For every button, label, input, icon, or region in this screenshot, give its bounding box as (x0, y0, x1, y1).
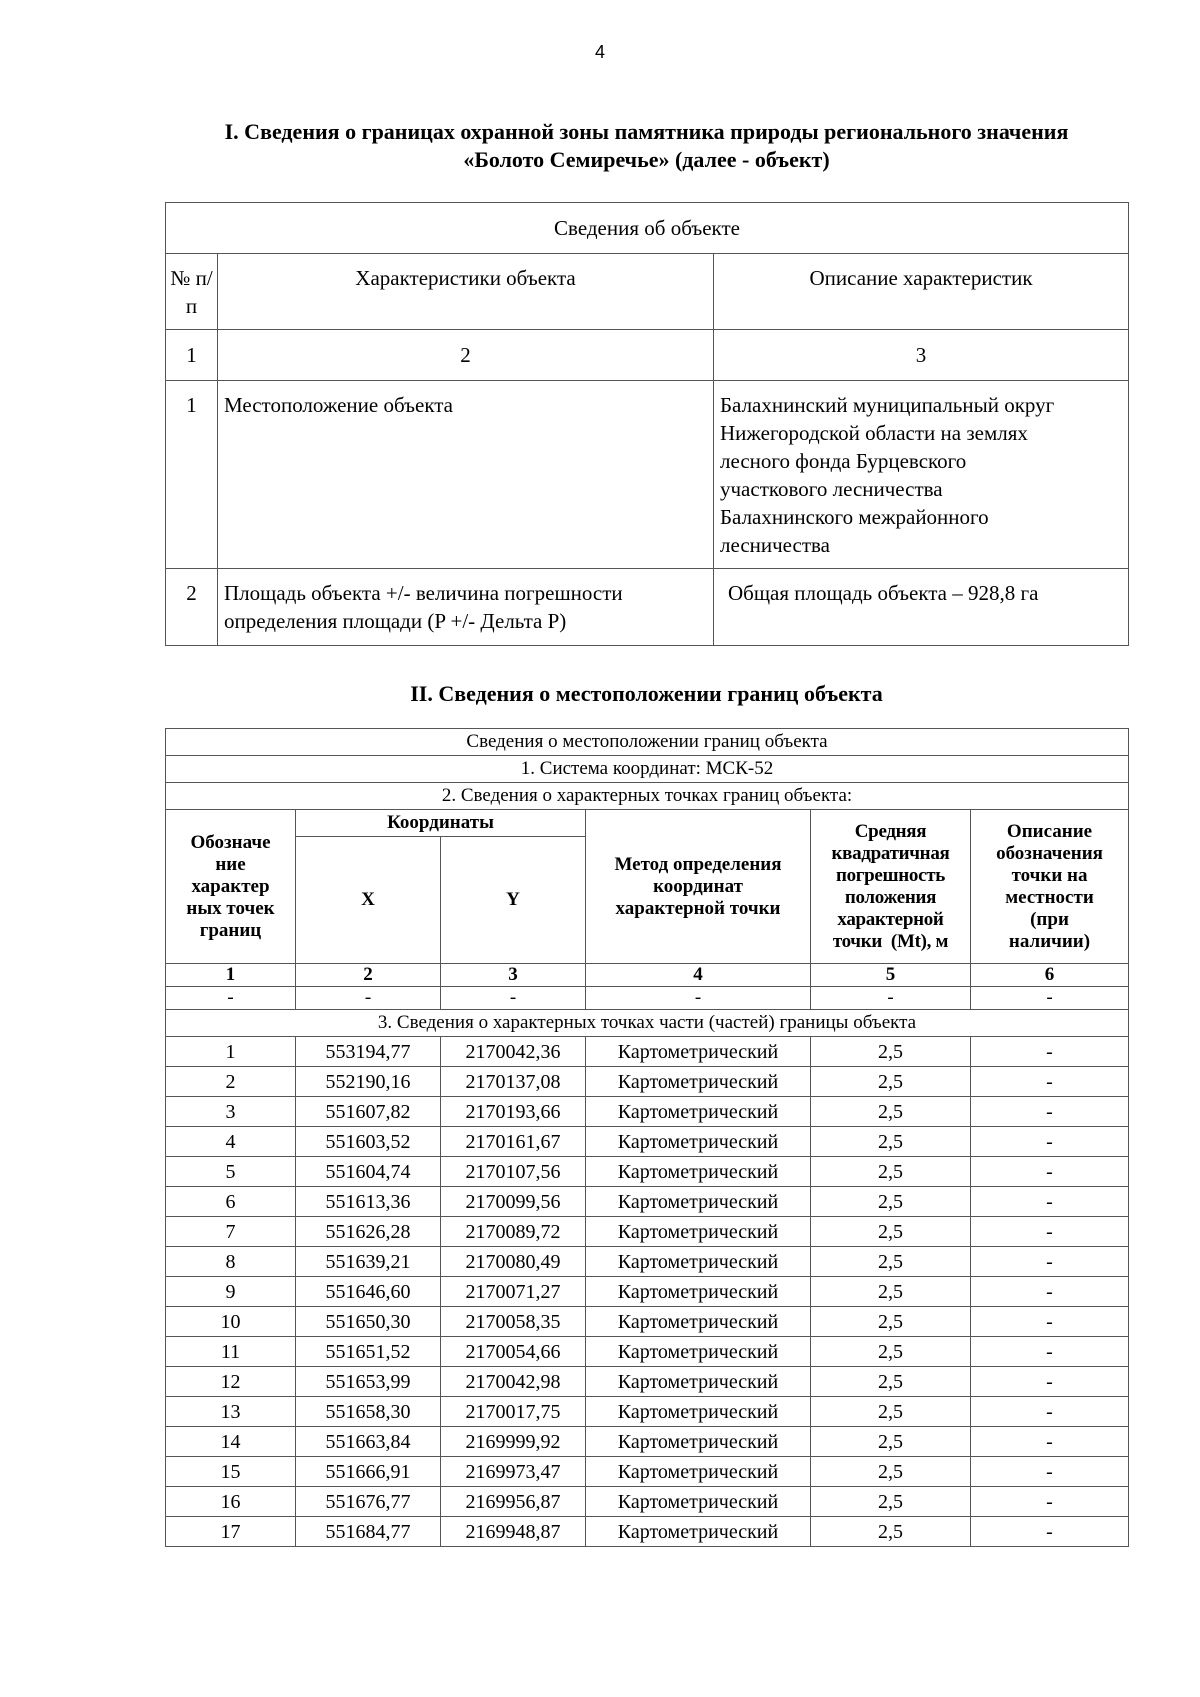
empty-cell: - (971, 987, 1129, 1010)
column-number-3: 3 (714, 330, 1129, 381)
table-row (166, 1307, 1129, 1337)
table-row (166, 1487, 1129, 1517)
method: Картометрический (586, 1307, 811, 1337)
point-description: - (971, 1457, 1129, 1487)
row-characteristic: Местоположение объекта (218, 381, 714, 569)
column-number-2: 2 (218, 330, 714, 381)
point-number: 15 (166, 1457, 296, 1487)
coord-x: 551658,30 (296, 1397, 441, 1427)
mean-error: 2,5 (811, 1277, 971, 1307)
coord-x: 551626,28 (296, 1217, 441, 1247)
point-description: - (971, 1217, 1129, 1247)
empty-cell: - (811, 987, 971, 1010)
coord-x: 551676,77 (296, 1487, 441, 1517)
point-number: 16 (166, 1487, 296, 1517)
mean-error: 2,5 (811, 1517, 971, 1547)
coord-x: 551651,52 (296, 1337, 441, 1367)
point-description: - (971, 1337, 1129, 1367)
method: Картометрический (586, 1487, 811, 1517)
table-row (166, 1247, 1129, 1277)
header-designation: Обозначе ние характер ных точек границ (166, 810, 296, 964)
point-number: 3 (166, 1097, 296, 1127)
table-row (166, 381, 1129, 569)
characteristic-line: Площадь объекта +/- величина погрешности (224, 581, 623, 605)
table-row (166, 1517, 1129, 1547)
empty-points-row (166, 987, 1129, 1010)
empty-cell: - (296, 987, 441, 1010)
points-body (166, 1037, 1129, 1547)
point-number: 11 (166, 1337, 296, 1367)
method: Картометрический (586, 1427, 811, 1457)
mean-error: 2,5 (811, 1217, 971, 1247)
object-info-title: Сведения об объекте (166, 203, 1129, 254)
mean-error: 2,5 (811, 1157, 971, 1187)
point-description: - (971, 1277, 1129, 1307)
method: Картометрический (586, 1097, 811, 1127)
column-number-6: 6 (971, 964, 1129, 987)
column-number-1: 1 (166, 964, 296, 987)
table-row (166, 1397, 1129, 1427)
point-description: - (971, 1187, 1129, 1217)
coordinate-system: 1. Система координат: МСК-52 (166, 756, 1129, 783)
coord-y: 2170054,66 (441, 1337, 586, 1367)
coord-y: 2169948,87 (441, 1517, 586, 1547)
point-number: 10 (166, 1307, 296, 1337)
mean-error: 2,5 (811, 1367, 971, 1397)
row-characteristic (218, 569, 714, 646)
mean-error: 2,5 (811, 1337, 971, 1367)
table-row (166, 1277, 1129, 1307)
mean-error: 2,5 (811, 1397, 971, 1427)
coord-x: 551663,84 (296, 1427, 441, 1457)
coord-y: 2170089,72 (441, 1217, 586, 1247)
column-number-1: 1 (166, 330, 218, 381)
header-coordinates: Координаты (296, 810, 586, 837)
header-point-description: Описание обозначения точки на местности (при наличии) (971, 810, 1129, 964)
row-description (714, 381, 1129, 569)
coord-x: 551639,21 (296, 1247, 441, 1277)
method: Картометрический (586, 1157, 811, 1187)
section-1-heading-line-2: «Болото Семиречье» (далее - объект) (463, 147, 830, 172)
table-row (166, 1457, 1129, 1487)
coord-x: 551604,74 (296, 1157, 441, 1187)
point-number: 12 (166, 1367, 296, 1397)
mean-error: 2,5 (811, 1037, 971, 1067)
coord-x: 551613,36 (296, 1187, 441, 1217)
table-row (166, 569, 1129, 646)
point-description: - (971, 1127, 1129, 1157)
table-row (166, 1097, 1129, 1127)
point-description: - (971, 1067, 1129, 1097)
coord-y: 2169956,87 (441, 1487, 586, 1517)
object-info-table (165, 202, 1129, 646)
boundary-table-title: Сведения о местоположении границ объекта (166, 729, 1129, 756)
mean-error: 2,5 (811, 1427, 971, 1457)
mean-error: 2,5 (811, 1487, 971, 1517)
point-number: 2 (166, 1067, 296, 1097)
coord-x: 551646,60 (296, 1277, 441, 1307)
empty-cell: - (586, 987, 811, 1010)
coord-y: 2170193,66 (441, 1097, 586, 1127)
page-number: 4 (594, 42, 605, 62)
mean-error: 2,5 (811, 1457, 971, 1487)
method: Картометрический (586, 1247, 811, 1277)
point-number: 6 (166, 1187, 296, 1217)
column-number-3: 3 (441, 964, 586, 987)
coord-y: 2170058,35 (441, 1307, 586, 1337)
header-description: Описание характеристик (714, 254, 1129, 330)
parts-title: 3. Сведения о характерных точках части (частей) границы объекта (166, 1010, 1129, 1037)
mean-error: 2,5 (811, 1127, 971, 1157)
point-description: - (971, 1427, 1129, 1457)
description-line: участкового лесничества (720, 477, 943, 501)
point-number: 7 (166, 1217, 296, 1247)
mean-error: 2,5 (811, 1067, 971, 1097)
point-description: - (971, 1367, 1129, 1397)
point-number: 5 (166, 1157, 296, 1187)
coord-y: 2169973,47 (441, 1457, 586, 1487)
header-characteristic: Характеристики объекта (218, 254, 714, 330)
point-description: - (971, 1037, 1129, 1067)
table-row (166, 1067, 1129, 1097)
row-number: 1 (166, 381, 218, 569)
coord-y: 2170137,08 (441, 1067, 586, 1097)
point-number: 4 (166, 1127, 296, 1157)
point-number: 17 (166, 1517, 296, 1547)
header-method: Метод определения координат характерной точки (586, 810, 811, 964)
method: Картометрический (586, 1337, 811, 1367)
header-number: № п/п (166, 254, 218, 330)
method: Картометрический (586, 1067, 811, 1097)
point-description: - (971, 1157, 1129, 1187)
row-number: 2 (166, 569, 218, 646)
method: Картометрический (586, 1217, 811, 1247)
mean-error: 2,5 (811, 1187, 971, 1217)
row-description: Общая площадь объекта – 928,8 га (714, 569, 1129, 646)
point-description: - (971, 1247, 1129, 1277)
table-row (166, 1427, 1129, 1457)
method: Картометрический (586, 1397, 811, 1427)
point-number: 1 (166, 1037, 296, 1067)
coord-y: 2170042,36 (441, 1037, 586, 1067)
coord-y: 2170017,75 (441, 1397, 586, 1427)
description-line: лесного фонда Бурцевского (720, 449, 967, 473)
method: Картометрический (586, 1367, 811, 1397)
mean-error: 2,5 (811, 1307, 971, 1337)
coord-x: 551607,82 (296, 1097, 441, 1127)
points-title: 2. Сведения о характерных точках границ объекта: (166, 783, 1129, 810)
header-y: Y (441, 837, 586, 964)
description-line: лесничества (720, 533, 830, 557)
coord-y: 2170042,98 (441, 1367, 586, 1397)
table-row (166, 1217, 1129, 1247)
method: Картометрический (586, 1037, 811, 1067)
point-number: 8 (166, 1247, 296, 1277)
point-description: - (971, 1307, 1129, 1337)
point-number: 14 (166, 1427, 296, 1457)
coord-x: 551666,91 (296, 1457, 441, 1487)
method: Картометрический (586, 1187, 811, 1217)
point-description: - (971, 1097, 1129, 1127)
column-number-5: 5 (811, 964, 971, 987)
header-x: X (296, 837, 441, 964)
description-line: Нижегородской области на землях (720, 421, 1028, 445)
description-line: Балахнинского межрайонного (720, 505, 989, 529)
column-number-4: 4 (586, 964, 811, 987)
coord-y: 2170161,67 (441, 1127, 586, 1157)
coord-x: 552190,16 (296, 1067, 441, 1097)
characteristic-line: определения площади (P +/- Дельта P) (224, 609, 567, 633)
point-description: - (971, 1487, 1129, 1517)
header-error: Средняя квадратичная погрешность положения характерной точки (Mt), м (811, 810, 971, 964)
coord-x: 553194,77 (296, 1037, 441, 1067)
mean-error: 2,5 (811, 1247, 971, 1277)
section-2-heading: II. Сведения о местоположении границ объекта (410, 681, 883, 706)
point-number: 13 (166, 1397, 296, 1427)
table-row (166, 1337, 1129, 1367)
point-description: - (971, 1517, 1129, 1547)
table-row (166, 1157, 1129, 1187)
coord-x: 551650,30 (296, 1307, 441, 1337)
method: Картометрический (586, 1127, 811, 1157)
coord-x: 551653,99 (296, 1367, 441, 1397)
empty-cell: - (166, 987, 296, 1010)
section-1-heading-line-1: I. Сведения о границах охранной зоны памятника природы регионального значения (224, 119, 1069, 144)
boundary-points-table (165, 728, 1129, 1547)
coord-y: 2170099,56 (441, 1187, 586, 1217)
coord-y: 2170071,27 (441, 1277, 586, 1307)
table-row (166, 1127, 1129, 1157)
table-row (166, 1037, 1129, 1067)
method: Картометрический (586, 1457, 811, 1487)
table-row (166, 1187, 1129, 1217)
coord-x: 551603,52 (296, 1127, 441, 1157)
point-description: - (971, 1397, 1129, 1427)
coord-x: 551684,77 (296, 1517, 441, 1547)
method: Картометрический (586, 1517, 811, 1547)
mean-error: 2,5 (811, 1097, 971, 1127)
coord-y: 2170107,56 (441, 1157, 586, 1187)
description-line: Балахнинский муниципальный округ (720, 393, 1055, 417)
table-row (166, 1367, 1129, 1397)
section-1-heading (165, 118, 1128, 174)
column-number-2: 2 (296, 964, 441, 987)
coord-y: 2169999,92 (441, 1427, 586, 1457)
coord-y: 2170080,49 (441, 1247, 586, 1277)
empty-cell: - (441, 987, 586, 1010)
method: Картометрический (586, 1277, 811, 1307)
point-number: 9 (166, 1277, 296, 1307)
